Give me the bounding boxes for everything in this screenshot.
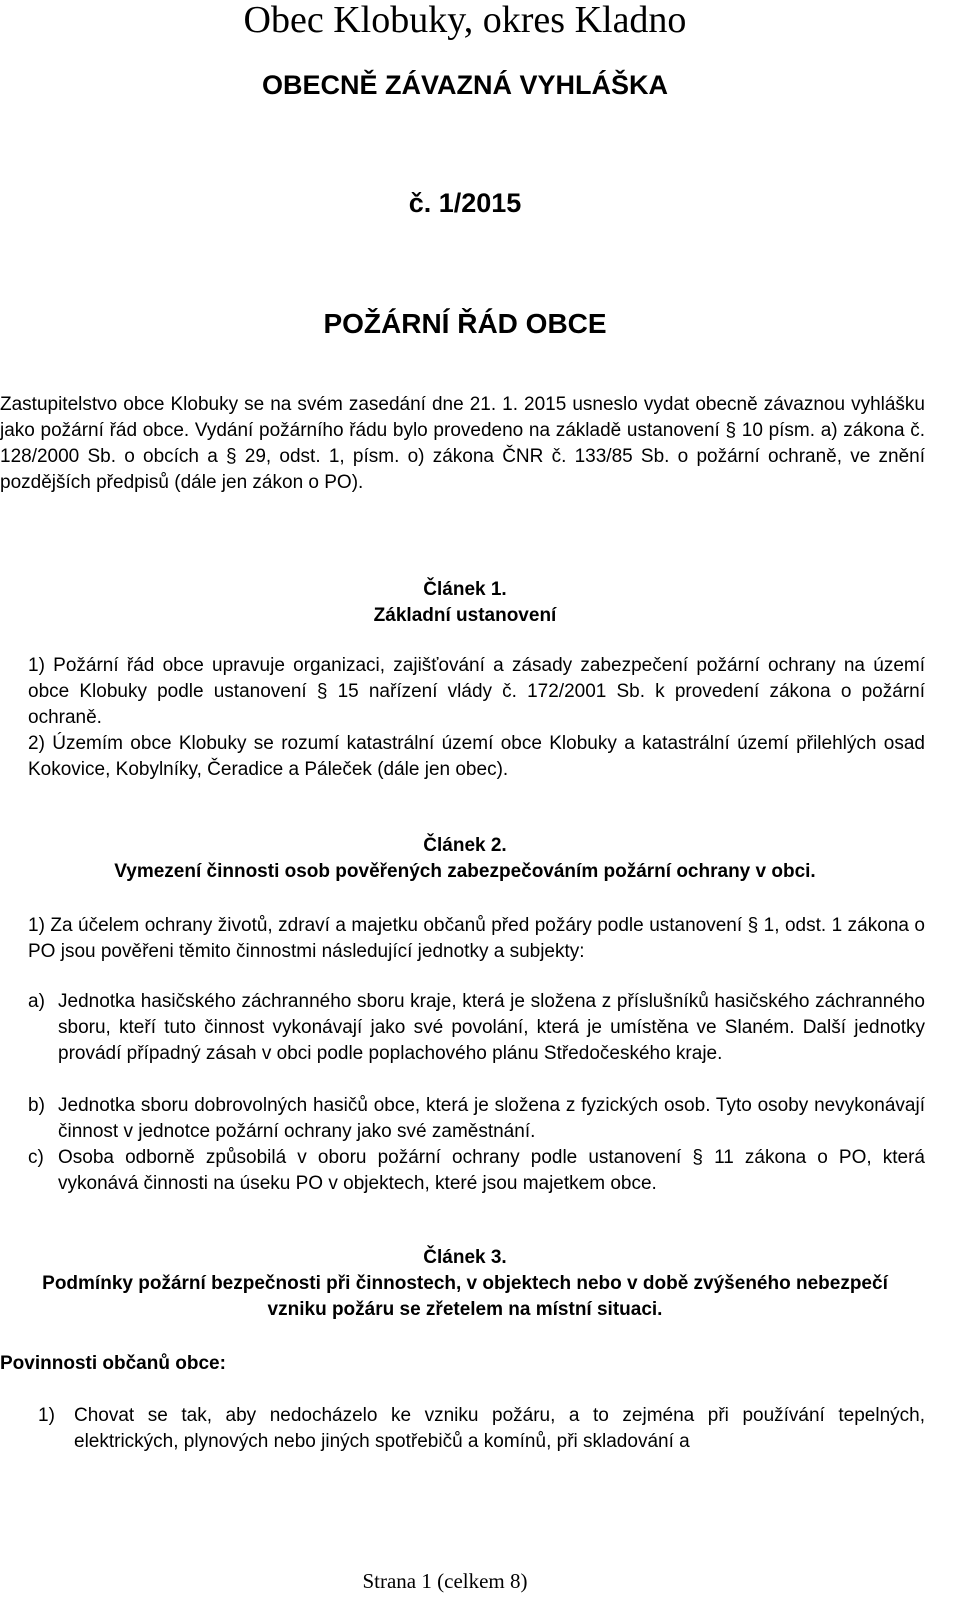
municipality-title: Obec Klobuky, okres Kladno (243, 0, 687, 41)
numbered-item-marker: 1) (38, 1405, 55, 1426)
list-item-text: Jednotka hasičského záchranného sboru kraje, která je složena z příslušníků hasičského záchranného sboru, kteří tuto činnost vykonávají jako své povolání, která je umístěna ve Slaném. Další jednotky provádí případný zásah v obci podle poplachového plánu Středočeského kraje. (58, 991, 925, 1064)
document-number: č. 1/2015 (408, 188, 522, 218)
list-item-b (28, 1093, 925, 1145)
page-footer: Strana 1 (celkem 8) (362, 1569, 528, 1593)
article-2-title: Vymezení činnosti osob pověřených zabezpečováním požární ochrany v obci. (114, 861, 816, 882)
document-type: OBECNĚ ZÁVAZNÁ VYHLÁŠKA (261, 70, 668, 100)
list-item-text: Osoba odborně způsobilá v oboru požární ochrany podle ustanovení § 11 zákona o PO, která vykonává činnosti na úseku PO v objektech, které jsou majetkem obce. (58, 1147, 925, 1194)
numbered-item-text: Chovat se tak, aby nedocházelo ke vzniku požáru, a to zejména při používání tepelných, elektrických, plynových nebo jiných spotřebičů a komínů, při skladování a (74, 1405, 925, 1452)
article-3-number: Článek 3. (423, 1247, 507, 1268)
article-1-paragraph-1: 1) Požární řád obce upravuje organizaci, zajišťování a zásady zabezpečení požární ochrany na území obce Klobuky podle ustanovení § 15 nařízení vlády č. 172/2001 Sb. k provedení zákona o požární ochraně. (28, 655, 925, 728)
article-1-paragraph-2: 2) Územím obce Klobuky se rozumí katastrální území obce Klobuky a katastrální území přilehlých osad Kokovice, Kobylníky, Čeradice a Páleček (dále jen obec). (28, 733, 925, 780)
list-item-marker: c) (28, 1147, 44, 1168)
numbered-item-1 (38, 1403, 925, 1455)
list-item-marker: a) (28, 991, 45, 1012)
document-title: POŽÁRNÍ ŘÁD OBCE (323, 308, 607, 339)
list-item-a (28, 989, 925, 1067)
article-2-paragraph-1: 1) Za účelem ochrany životů, zdraví a majetku občanů před požáry podle ustanovení § 1, odst. 1 zákona o PO jsou pověřeni těmito činnostmi následující jednotky a subjekty: (28, 915, 925, 962)
article-1-title: Základní ustanovení (373, 605, 557, 626)
section-label-citizens-duties: Povinnosti občanů obce: (0, 1353, 226, 1374)
list-item-marker: b) (28, 1095, 45, 1116)
intro-paragraph: Zastupitelstvo obce Klobuky se na svém zasedání dne 21. 1. 2015 usneslo vydat obecně závaznou vyhlášku jako požární řád obce. Vydání požárního řádu bylo provedeno na základě ustanovení § 10 písm. a) zákona č. 128/2000 Sb. o obcích a § 29, odst. 1, písm. o) zákona ČNR č. 133/85 Sb. o požární ochraně, ve znění pozdějších předpisů (dále jen zákon o PO). (0, 394, 925, 493)
article-2-number: Článek 2. (423, 835, 507, 856)
article-3-title: Podmínky požární bezpečnosti při činnostech, v objektech nebo v době zvýšeného nebezpečí vzniku požáru se zřetelem na místní situaci. (42, 1273, 888, 1320)
list-item-text: Jednotka sboru dobrovolných hasičů obce, která je složena z fyzických osob. Tyto osoby nevykonávají činnost v jednotce požární ochrany jako své zaměstnání. (58, 1095, 925, 1142)
article-1-number: Článek 1. (423, 579, 507, 600)
list-item-c (28, 1145, 925, 1197)
